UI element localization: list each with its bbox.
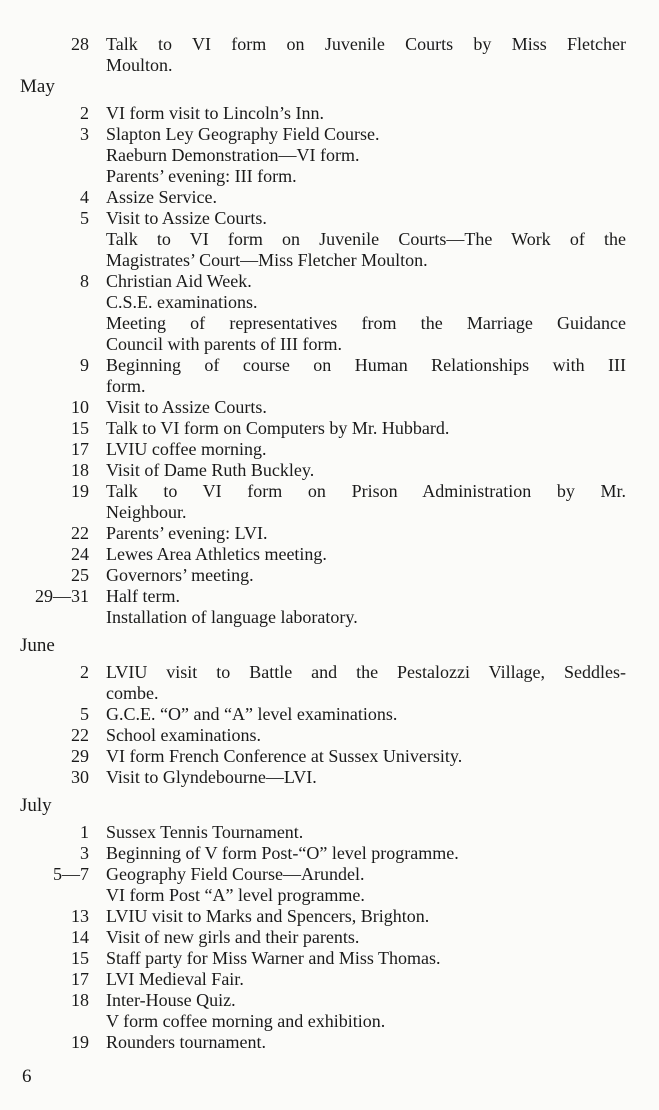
calendar-entry <box>0 767 659 788</box>
entry-date: 22 <box>71 523 89 543</box>
entry-date: 13 <box>71 906 89 926</box>
entry-text <box>106 746 626 767</box>
calendar-entry <box>0 969 659 990</box>
calendar-entry <box>0 565 659 586</box>
calendar-entry <box>0 843 659 864</box>
entry-line: form. <box>106 376 146 396</box>
month-heading: July <box>20 795 52 816</box>
entry-date: 18 <box>71 990 89 1010</box>
month-section <box>0 635 659 788</box>
entry-text <box>106 418 626 439</box>
entry-text <box>106 355 626 397</box>
entry-date: 18 <box>71 460 89 480</box>
month-heading: June <box>20 635 55 656</box>
entry-line: G.C.E. “O” and “A” level examinations. <box>106 704 398 724</box>
calendar-entry <box>0 271 659 355</box>
entry-line: VI form Post “A” level programme. <box>106 885 365 905</box>
entry-date: 1 <box>80 822 89 842</box>
entry-line: Talk to VI form on Computers by Mr. Hubbard. <box>106 418 450 438</box>
calendar-entry <box>0 746 659 767</box>
entry-text <box>106 927 626 948</box>
entry-line: Staff party for Miss Warner and Miss Thomas. <box>106 948 441 968</box>
entry-line: LVI Medieval Fair. <box>106 969 244 989</box>
calendar-entry <box>0 544 659 565</box>
entry-line: Magistrates’ Court—Miss Fletcher Moulton. <box>106 250 428 270</box>
entry-line: LVIU visit to Marks and Spencers, Brighton. <box>106 906 430 926</box>
entry-line: Raeburn Demonstration—VI form. <box>106 145 360 165</box>
entry-date: 4 <box>80 187 89 207</box>
calendar-entry <box>0 704 659 725</box>
entry-line: Governors’ meeting. <box>106 565 254 585</box>
entry-line: Talk to VI form on Prison Administration by Mr. <box>106 481 626 501</box>
entry-line: Meeting of representatives from the Marriage Guidance <box>106 313 626 333</box>
entry-line: Christian Aid Week. <box>106 271 252 291</box>
entry-date: 5—7 <box>53 864 89 884</box>
entry-line: Half term. <box>106 586 180 606</box>
entry-line: Rounders tournament. <box>106 1032 266 1052</box>
entry-date: 29—31 <box>35 586 89 606</box>
entry-text <box>106 843 626 864</box>
entry-line: Geography Field Course—Arundel. <box>106 864 365 884</box>
entry-line: Parents’ evening: III form. <box>106 166 297 186</box>
entry-line: Visit of Dame Ruth Buckley. <box>106 460 315 480</box>
entry-text <box>106 124 626 187</box>
entry-text <box>106 662 626 704</box>
entry-line: Sussex Tennis Tournament. <box>106 822 304 842</box>
entry-text <box>106 397 626 418</box>
entry-text <box>106 187 626 208</box>
entry-line: Visit of new girls and their parents. <box>106 927 360 947</box>
entry-text <box>106 725 626 746</box>
calendar-entry <box>0 906 659 927</box>
month-section <box>0 795 659 1053</box>
entry-date: 19 <box>71 481 89 501</box>
calendar-entry <box>0 418 659 439</box>
entry-line: Neighbour. <box>106 502 187 522</box>
entry-text <box>106 906 626 927</box>
entry-text <box>106 544 626 565</box>
entry-date: 29 <box>71 746 89 766</box>
calendar-entry <box>0 523 659 544</box>
calendar-entry <box>0 187 659 208</box>
entry-line: V form coffee morning and exhibition. <box>106 1011 386 1031</box>
entry-date: 17 <box>71 439 89 459</box>
entry-line: C.S.E. examinations. <box>106 292 258 312</box>
entry-date: 3 <box>80 124 89 144</box>
calendar-entry <box>0 822 659 843</box>
calendar-entry <box>0 927 659 948</box>
entry-text <box>106 990 626 1032</box>
entry-date: 5 <box>80 208 89 228</box>
entry-date: 28 <box>71 34 89 54</box>
calendar-entry <box>0 990 659 1032</box>
entry-line: Assize Service. <box>106 187 217 207</box>
month-section <box>0 76 659 628</box>
calendar-entry <box>0 439 659 460</box>
entry-date: 8 <box>80 271 89 291</box>
entry-text <box>106 767 626 788</box>
entry-date: 9 <box>80 355 89 375</box>
entry-text <box>106 565 626 586</box>
calendar-entry <box>0 460 659 481</box>
entry-date: 10 <box>71 397 89 417</box>
entry-line: Moulton. <box>106 55 173 75</box>
entry-date: 3 <box>80 843 89 863</box>
entry-date: 30 <box>71 767 89 787</box>
entry-line: LVIU visit to Battle and the Pestalozzi Village, Seddles- <box>106 662 626 682</box>
entry-line: Installation of language laboratory. <box>106 607 358 627</box>
entry-line: Beginning of course on Human Relationships with III <box>106 355 626 375</box>
entry-text <box>106 1032 626 1053</box>
entry-text <box>106 948 626 969</box>
calendar-entry <box>0 481 659 523</box>
entry-line: Visit to Glyndebourne—LVI. <box>106 767 317 787</box>
entry-line: combe. <box>106 683 159 703</box>
calendar-entry <box>0 662 659 704</box>
entry-line: Talk to VI form on Juvenile Courts by Miss Fletcher <box>106 34 626 54</box>
entry-text <box>106 523 626 544</box>
entry-text <box>106 271 626 355</box>
calendar-page <box>0 34 659 1053</box>
calendar-entry <box>0 103 659 124</box>
entry-line: Council with parents of III form. <box>106 334 342 354</box>
entry-line: Beginning of V form Post-“O” level programme. <box>106 843 459 863</box>
entry-line: Visit to Assize Courts. <box>106 208 267 228</box>
entry-date: 24 <box>71 544 89 564</box>
entry-line: Parents’ evening: LVI. <box>106 523 268 543</box>
entry-line: Inter-House Quiz. <box>106 990 236 1010</box>
entry-text <box>106 460 626 481</box>
entry-text <box>106 208 626 271</box>
entry-date: 22 <box>71 725 89 745</box>
calendar-entry <box>0 948 659 969</box>
entry-text <box>106 103 626 124</box>
entry-line: Slapton Ley Geography Field Course. <box>106 124 380 144</box>
entry-date: 15 <box>71 418 89 438</box>
calendar-entry <box>0 725 659 746</box>
calendar-entry <box>0 397 659 418</box>
entry-date: 19 <box>71 1032 89 1052</box>
calendar-entry <box>0 864 659 906</box>
entry-date: 2 <box>80 103 89 123</box>
page-number: 6 <box>22 1066 32 1087</box>
entry-date: 2 <box>80 662 89 682</box>
entry-line: LVIU coffee morning. <box>106 439 267 459</box>
entry-date: 5 <box>80 704 89 724</box>
calendar-entry <box>0 124 659 187</box>
entry-date: 25 <box>71 565 89 585</box>
month-section <box>0 34 659 76</box>
calendar-entry <box>0 34 659 76</box>
entry-line: Lewes Area Athletics meeting. <box>106 544 327 564</box>
entry-date: 17 <box>71 969 89 989</box>
entry-date: 15 <box>71 948 89 968</box>
entry-date: 14 <box>71 927 89 947</box>
entry-line: VI form French Conference at Sussex University. <box>106 746 463 766</box>
entry-text <box>106 822 626 843</box>
entry-line: School examinations. <box>106 725 261 745</box>
entry-text <box>106 586 626 628</box>
entry-line: Talk to VI form on Juvenile Courts—The Work of the <box>106 229 626 249</box>
entry-text <box>106 34 626 76</box>
entry-text <box>106 439 626 460</box>
entry-text <box>106 864 626 906</box>
calendar-entry <box>0 586 659 628</box>
calendar-entry <box>0 1032 659 1053</box>
month-heading: May <box>20 76 55 97</box>
entry-text <box>106 704 626 725</box>
entry-text <box>106 969 626 990</box>
calendar-entry <box>0 355 659 397</box>
entry-line: VI form visit to Lincoln’s Inn. <box>106 103 324 123</box>
entry-text <box>106 481 626 523</box>
calendar-entry <box>0 208 659 271</box>
entry-line: Visit to Assize Courts. <box>106 397 267 417</box>
